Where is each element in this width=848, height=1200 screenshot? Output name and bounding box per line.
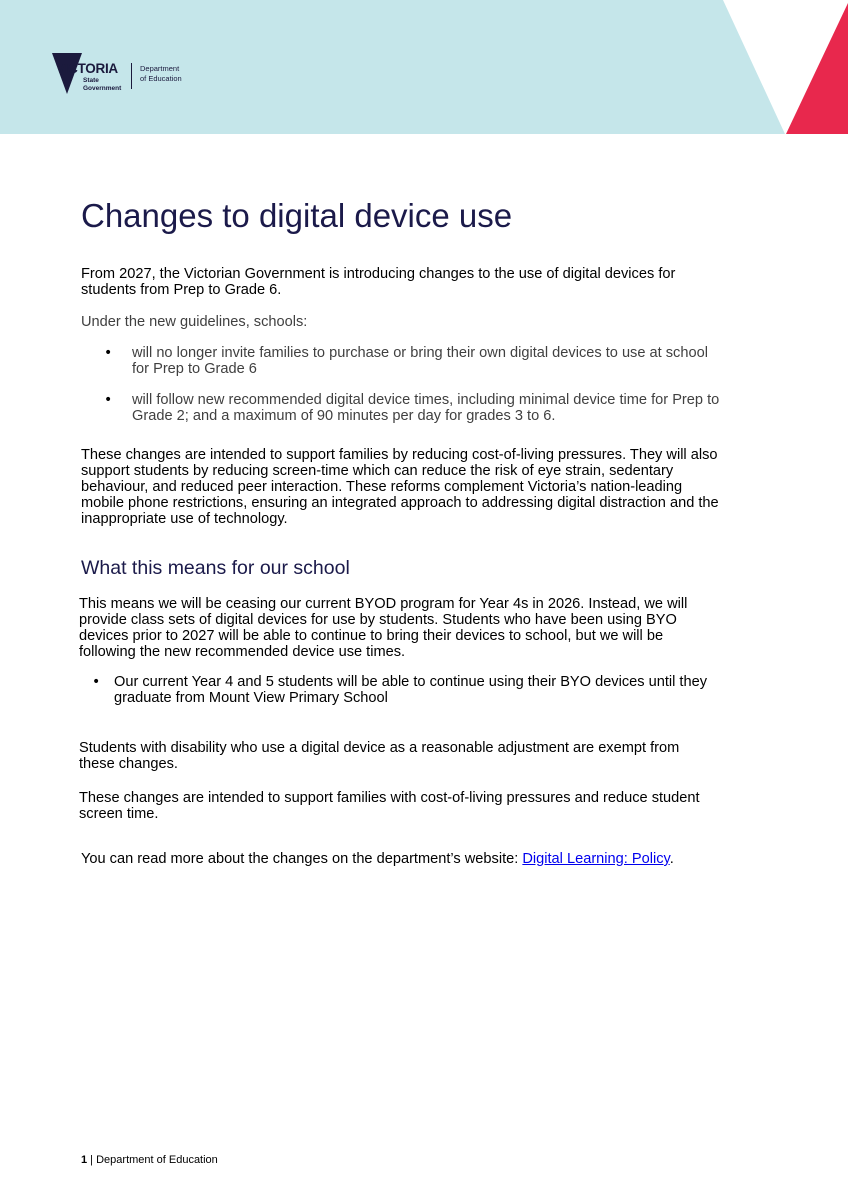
rationale-line: These changes are intended to support families by reducing cost-of-living pressures. They will also: [81, 447, 718, 463]
bullet-line: Our current Year 4 and 5 students will be able to continue using their BYO devices until they: [114, 674, 708, 690]
intro-paragraph: [81, 266, 675, 298]
footer-separator: |: [87, 1154, 97, 1166]
rationale-line: inappropriate use of technology.: [81, 511, 288, 527]
logo-sub-line1: State: [83, 77, 99, 84]
page-title: Changes to digital device use: [81, 197, 513, 234]
bullet-text: [114, 674, 707, 706]
logo-state-government: [83, 77, 121, 92]
summary-line: screen time.: [79, 806, 159, 822]
disability-line: Students with disability who use a digital device as a reasonable adjustment are exempt from: [79, 740, 680, 756]
bullet-text: [132, 345, 708, 377]
logo-sub-line2: Government: [83, 84, 122, 92]
bullet-line: will follow new recommended digital device times, including minimal device time for Prep to: [132, 392, 720, 408]
school-paragraph: [79, 596, 687, 660]
bullet-line: will no longer invite families to purchase or bring their own digital devices to use at school: [132, 345, 708, 361]
footer-label: Department of Education: [96, 1154, 218, 1166]
read-more-paragraph: [81, 851, 674, 867]
rationale-line: mobile phone restrictions, ensuring an integrated approach to addressing digital distraction and the: [81, 495, 719, 511]
digital-learning-policy-link[interactable]: Digital Learning: Policy: [522, 851, 670, 867]
school-line: provide class sets of digital devices for use by students. Students who have been using BYO: [79, 612, 677, 628]
bullet-dot-icon: •: [104, 345, 113, 361]
page-number: 1: [81, 1154, 88, 1166]
school-line: This means we will be ceasing our current BYOD program for Year 4s in 2026. Instead, we will: [79, 596, 688, 612]
intro-line: From 2027, the Victorian Government is introducing changes to the use of digital devices for: [81, 266, 676, 282]
intro-line: students from Prep to Grade 6.: [81, 282, 282, 298]
logo-dept-line2: of Education: [140, 73, 182, 83]
read-more-suffix: .: [669, 851, 674, 867]
bullet-line: Grade 2; and a maximum of 90 minutes per day for grades 3 to 6.: [132, 408, 556, 424]
disability-paragraph: [79, 740, 679, 772]
bullet-text: [132, 392, 719, 424]
school-line: following the new recommended device use times.: [79, 644, 406, 660]
summary-line: These changes are intended to support families with cost-of-living pressures and reduce student: [79, 790, 700, 806]
read-more-text: You can read more about the changes on the department’s website:: [81, 851, 523, 867]
logo-divider: [131, 63, 132, 89]
logo-department: [140, 64, 182, 83]
logo-dept-line1: Department: [140, 64, 180, 73]
section-heading: What this means for our school: [81, 557, 350, 579]
school-line: devices prior to 2027 will be able to continue to bring their devices to school, but we will be: [79, 628, 664, 644]
bullet-line: for Prep to Grade 6: [132, 361, 257, 377]
bullet-line: graduate from Mount View Primary School: [114, 690, 388, 706]
bullet-dot-icon: •: [92, 674, 101, 690]
summary-paragraph: [79, 790, 700, 822]
page-footer: [81, 1153, 218, 1167]
guidelines-lead: Under the new guidelines, schools:: [81, 314, 308, 330]
bullet-dot-icon: •: [104, 392, 113, 408]
rationale-paragraph: [81, 447, 719, 527]
logo-wordmark: VICTORIA: [56, 61, 118, 76]
rationale-line: support students by reducing screen-time which can reduce the risk of eye strain, sedentary: [81, 463, 674, 479]
rationale-line: behaviour, and reduced peer interaction. These reforms complement Victoria’s nation-leading: [81, 479, 683, 495]
victoria-government-logo: [52, 53, 202, 95]
disability-line: these changes.: [79, 756, 178, 772]
